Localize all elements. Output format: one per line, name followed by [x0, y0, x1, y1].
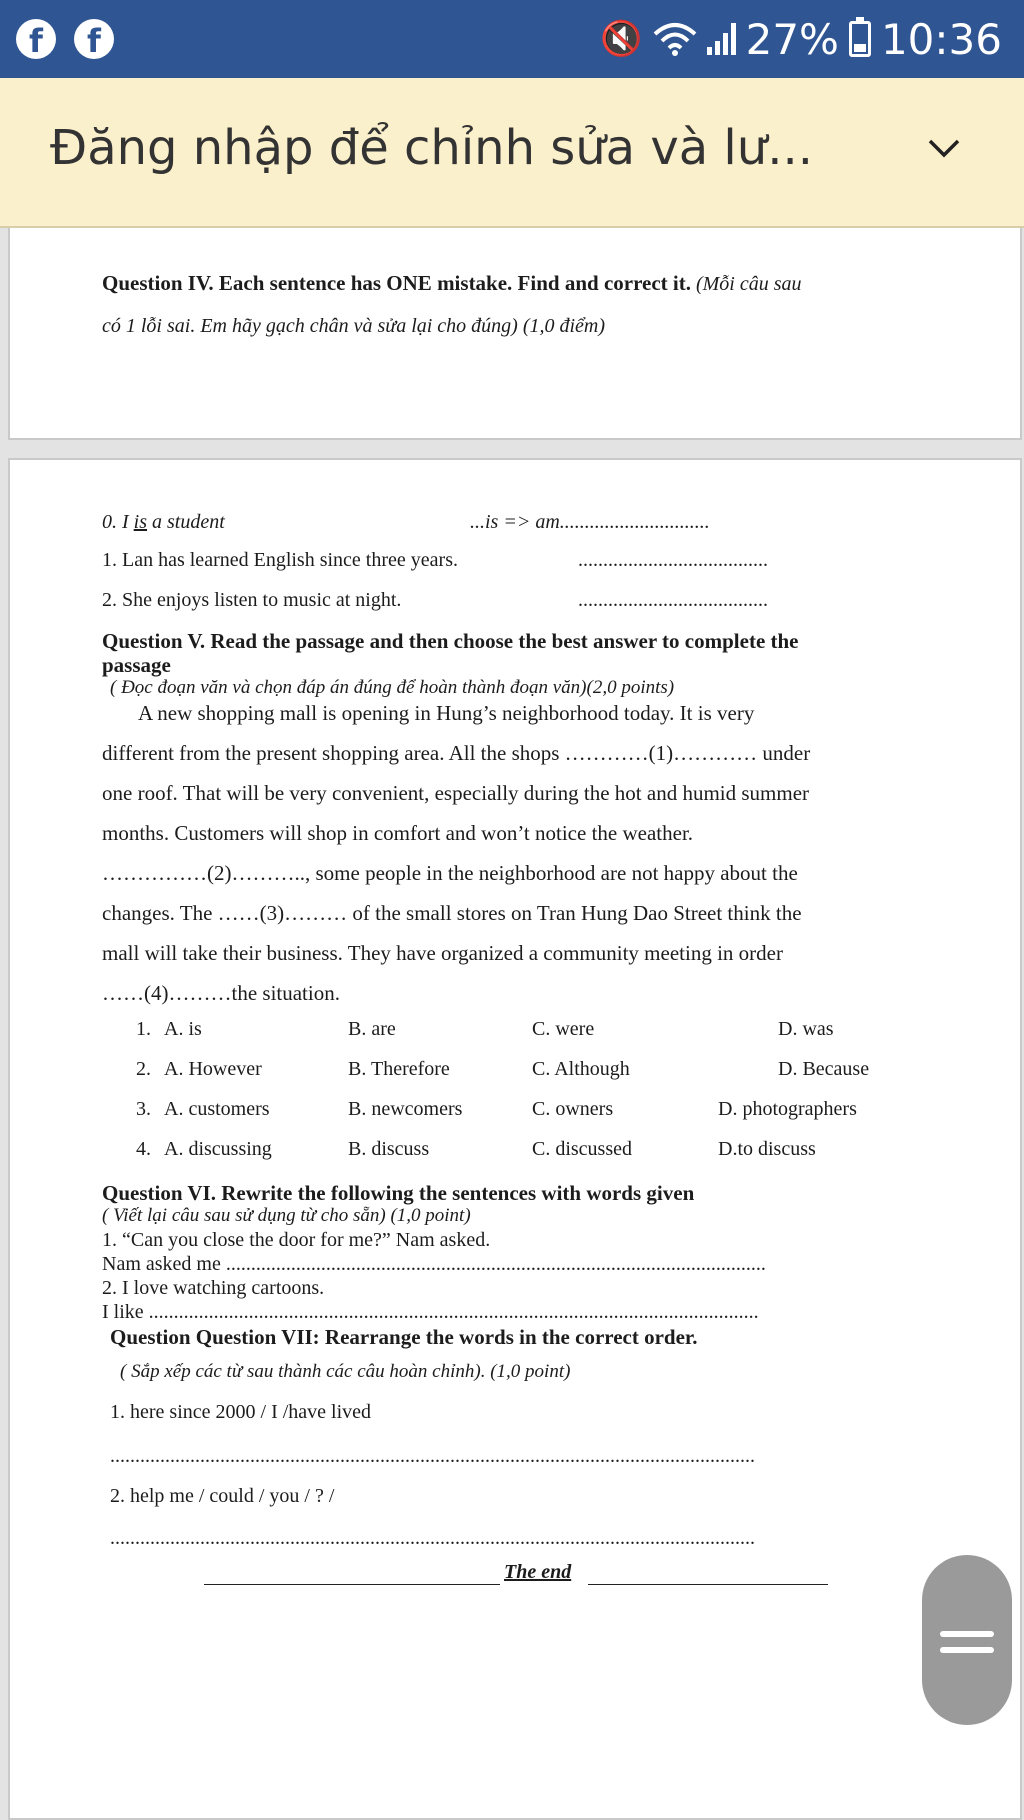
wifi-icon: [653, 22, 697, 56]
option-a[interactable]: A. discussing: [164, 1138, 272, 1160]
q4-example: 0. I is a student: [102, 511, 225, 533]
q6-item-2: 2. I love watching cartoons.: [102, 1277, 325, 1299]
answer-blank[interactable]: ......................................: [578, 589, 768, 611]
answer-blank[interactable]: .................................................................................................................................: [110, 1445, 755, 1467]
clock: 10:36: [880, 14, 1002, 64]
q7-title: Question Question VII: Rearrange the words in the correct order.: [110, 1325, 698, 1349]
passage-line: changes. The ……(3)……… of the small stores on Tran Hung Dao Street think the: [102, 901, 802, 925]
battery-icon: [849, 21, 871, 57]
signal-icon: [707, 23, 736, 55]
the-end-label: The end: [504, 1561, 572, 1583]
passage-line: mall will take their business. They have organized a community meeting in order: [102, 941, 783, 965]
option-b[interactable]: B. are: [348, 1018, 396, 1040]
q6-item-1: 1. “Can you close the door for me?” Nam asked.: [102, 1229, 491, 1251]
option-c[interactable]: C. owners: [532, 1098, 614, 1120]
option-a[interactable]: A. is: [164, 1018, 202, 1040]
q6-item-2-answer[interactable]: I like ..........................................................................................................................: [102, 1301, 759, 1323]
battery-percent: 27%: [745, 14, 839, 64]
q6-subtitle: ( Viết lại câu sau sử dụng từ cho sẵn) (1,0 point): [102, 1205, 471, 1226]
q4-item-1: 1. Lan has learned English since three years.: [102, 549, 458, 571]
facebook-icon: f: [16, 19, 56, 59]
document-page: [8, 458, 1022, 1820]
q5-title-cont: passage: [102, 653, 171, 677]
divider: [588, 1584, 828, 1585]
option-number: 1.: [136, 1018, 151, 1040]
option-d[interactable]: D.to discuss: [718, 1138, 816, 1160]
q7-item-2: 2. help me / could / you / ? /: [110, 1485, 335, 1507]
option-number: 2.: [136, 1058, 151, 1080]
option-a[interactable]: A. However: [164, 1058, 262, 1080]
divider: [204, 1584, 500, 1585]
answer-blank[interactable]: ......................................: [578, 549, 768, 571]
option-d[interactable]: D. was: [778, 1018, 834, 1040]
option-d[interactable]: D. Because: [778, 1058, 870, 1080]
chevron-down-icon[interactable]: [926, 130, 962, 166]
option-b[interactable]: B. newcomers: [348, 1098, 463, 1120]
option-number: 4.: [136, 1138, 151, 1160]
option-c[interactable]: C. discussed: [532, 1138, 632, 1160]
passage-line: A new shopping mall is opening in Hung’s neighborhood today. It is very: [138, 701, 755, 725]
option-d[interactable]: D. photographers: [718, 1098, 857, 1120]
answer-blank[interactable]: .................................................................................................................................: [110, 1527, 755, 1549]
passage-line: ……(4)………the situation.: [102, 981, 340, 1005]
login-banner[interactable]: [0, 78, 1024, 228]
q5-title: Question V. Read the passage and then choose the best answer to complete the: [102, 629, 799, 653]
option-a[interactable]: A. customers: [164, 1098, 270, 1120]
q4-example-answer: ...is => am..............................: [470, 511, 710, 533]
passage-line: one roof. That will be very convenient, especially during the hot and humid summer: [102, 781, 810, 805]
q6-title: Question VI. Rewrite the following the sentences with words given: [102, 1181, 695, 1205]
option-c[interactable]: C. were: [532, 1018, 595, 1040]
status-bar: [0, 0, 1024, 78]
passage-line: different from the present shopping area. All the shops …………(1)………… under: [102, 741, 811, 765]
q4-item-2: 2. She enjoys listen to music at night.: [102, 589, 402, 611]
passage-line: months. Customers will shop in comfort and won’t notice the weather.: [102, 821, 694, 845]
option-number: 3.: [136, 1098, 151, 1120]
q7-item-1: 1. here since 2000 / I /have lived: [110, 1401, 372, 1423]
q5-subtitle: ( Đọc đoạn văn và chọn đáp án đúng để hoàn thành đoạn văn)(2,0 points): [110, 677, 675, 698]
login-banner-text: Đăng nhập để chỉnh sửa và lư...: [50, 120, 813, 176]
q6-item-1-answer[interactable]: Nam asked me ............................................................................................................: [102, 1253, 766, 1275]
document-page: [8, 228, 1022, 440]
mute-icon: 🔇: [600, 19, 643, 59]
option-b[interactable]: B. Therefore: [348, 1058, 450, 1080]
q4-title: Question IV. Each sentence has ONE mistake. Find and correct it. (Mỗi câu sau: [102, 271, 802, 295]
option-b[interactable]: B. discuss: [348, 1138, 430, 1160]
scroll-handle[interactable]: [922, 1555, 1012, 1725]
facebook-icon: f: [74, 19, 114, 59]
q4-subtitle: có 1 lỗi sai. Em hãy gạch chân và sửa lại cho đúng) (1,0 điểm): [102, 315, 606, 337]
option-c[interactable]: C. Although: [532, 1058, 630, 1080]
q7-subtitle: ( Sắp xếp các từ sau thành các câu hoàn chỉnh). (1,0 point): [120, 1361, 571, 1382]
passage-line: ……………(2)……….., some people in the neighborhood are not happy about the: [102, 861, 798, 885]
